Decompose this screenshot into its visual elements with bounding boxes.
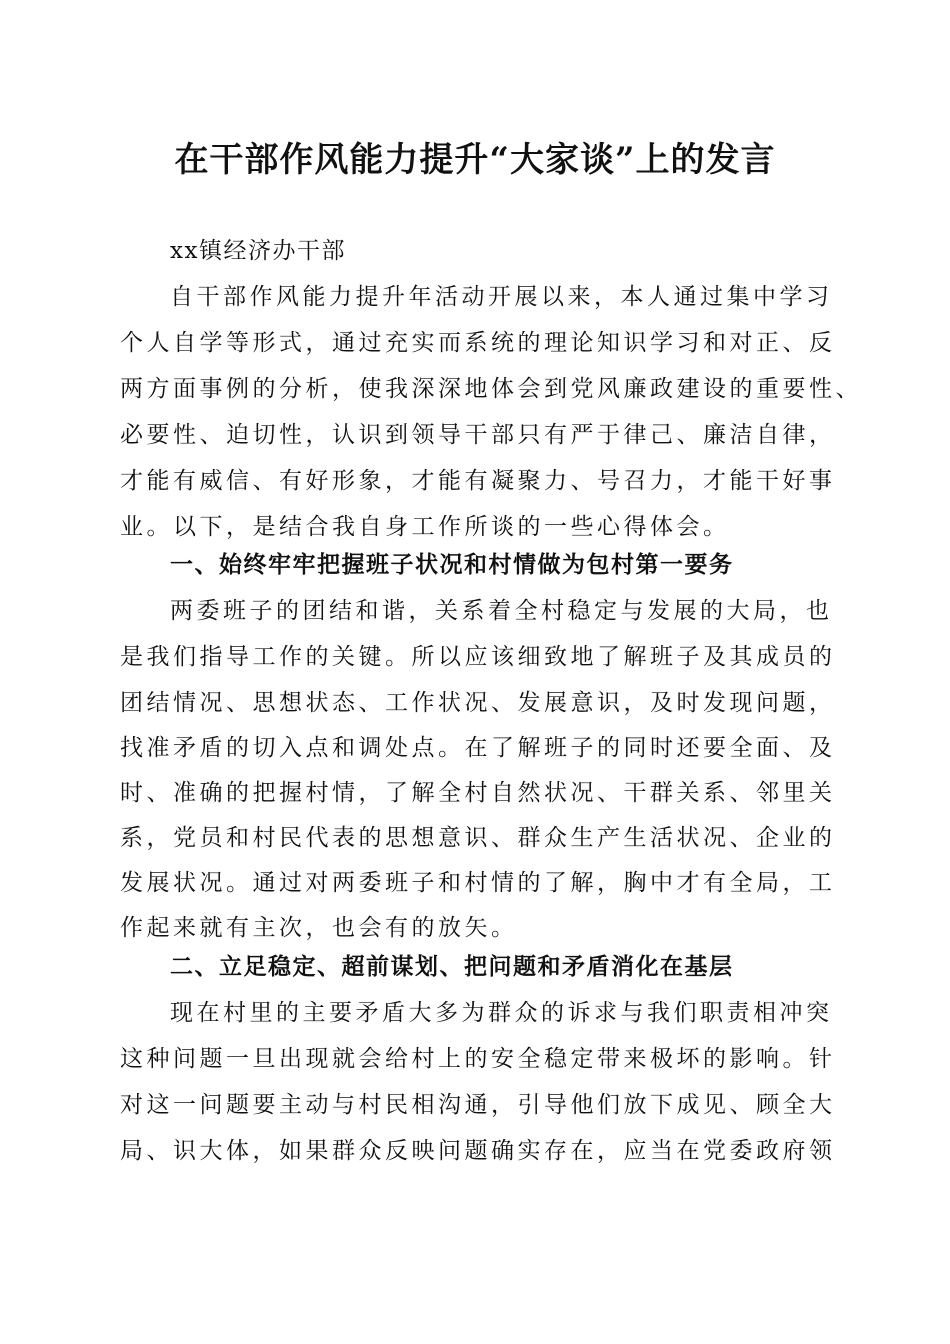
section1-line-2: 是我们指导工作的关键。所以应该细致地了解班子及其成员的 [120,644,836,670]
section1-line-4: 找准矛盾的切入点和调处点。在了解班子的同时还要全面、及 [120,735,836,761]
section1-line-8: 作起来就有主次，也会有的放矢。 [120,915,518,941]
section2-line-1: 现在村里的主要矛盾大多为群众的诉求与我们职责相冲突 [170,1000,833,1026]
section1-line-1: 两委班子的团结和谐，关系着全村稳定与发展的大局，也 [170,598,833,624]
author-line: xx镇经济办干部 [170,238,346,264]
section1-line-5: 时、准确的把握村情，了解全村自然状况、干群关系、邻里关 [120,780,836,806]
section1-line-7: 发展状况。通过对两委班子和村情的了解，胸中才有全局，工 [120,870,836,896]
section1-heading: 一、始终牢牢把握班子状况和村情做为包村第一要务 [170,552,734,578]
intro-line-3: 两方面事例的分析，使我深深地体会到党风廉政建设的重要性、 [120,376,862,402]
section2-line-4: 局、识大体，如果群众反映问题确实存在，应当在党委政府领 [120,1138,836,1164]
section2-heading: 二、立足稳定、超前谋划、把问题和矛盾消化在基层 [170,954,734,980]
document-title: 在干部作风能力提升“大家谈”上的发言 [174,140,776,180]
section2-line-3: 对这一问题要主动与村民相沟通，引导他们放下成见、顾全大 [120,1092,836,1118]
intro-line-5: 才能有威信、有好形象，才能有凝聚力、号召力，才能干好事 [120,468,836,494]
intro-line-6: 业。以下，是结合我自身工作所谈的一些心得体会。 [120,514,730,540]
intro-line-2: 个人自学等形式，通过充实而系统的理论知识学习和对正、反 [120,330,836,356]
section1-line-6: 系，党员和村民代表的思想意识、群众生产生活状况、企业的 [120,825,836,851]
intro-line-1: 自干部作风能力提升年活动开展以来，本人通过集中学习 [170,284,833,310]
section2-line-2: 这种问题一旦出现就会给村上的安全稳定带来极坏的影响。针 [120,1046,836,1072]
intro-line-4: 必要性、迫切性，认识到领导干部只有严于律己、廉洁自律， [120,422,836,448]
section1-line-3: 团结情况、思想状态、工作状况、发展意识，及时发现问题， [120,690,836,716]
